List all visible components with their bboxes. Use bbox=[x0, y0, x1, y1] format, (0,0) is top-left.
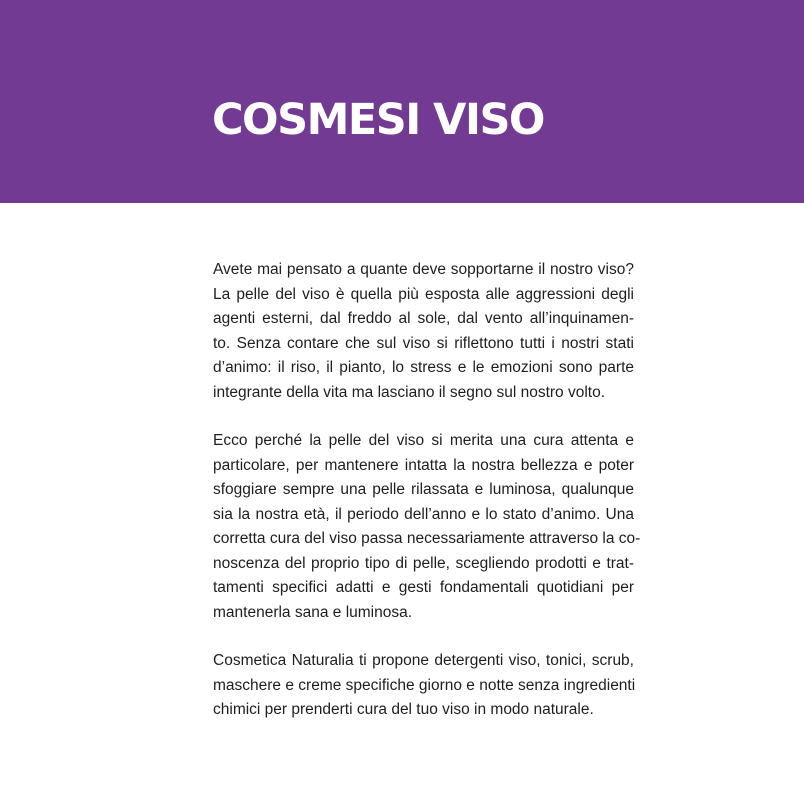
text-line: sia la nostra età, il periodo dell’anno e lo stato d’animo. Una bbox=[213, 505, 634, 523]
text-line: sfoggiare sempre una pelle rilassata e luminosa, qualunque bbox=[213, 481, 634, 498]
text-line: maschere e creme specifiche giorno e notte senza ingredienti bbox=[213, 676, 636, 694]
text-line: corretta cura del viso passa necessariamente attraverso la co- bbox=[213, 530, 641, 547]
text-line: Avete mai pensato a quante deve sopportarne il nostro viso? bbox=[213, 261, 634, 278]
body-text bbox=[213, 258, 641, 747]
text-line: La pelle del viso è quella più esposta alle aggressioni degli bbox=[213, 285, 634, 303]
text-line: to. Senza contare che sul viso si riflettono tutti i nostri stati bbox=[213, 334, 634, 352]
text-line: chimici per prenderti cura del tuo viso in modo naturale. bbox=[213, 701, 594, 718]
paragraph-intro bbox=[213, 258, 634, 405]
text-line: integrante della vita ma lasciano il segno sul nostro volto. bbox=[213, 383, 606, 401]
text-line: mantenerla sana e luminosa. bbox=[213, 603, 413, 621]
text-line: Ecco perché la pelle del viso si merita una cura attenta e bbox=[213, 432, 634, 449]
text-line: d’animo: il riso, il pianto, lo stress e le emozioni sono parte bbox=[213, 359, 634, 376]
header-band bbox=[0, 0, 804, 203]
paragraph-care bbox=[213, 429, 641, 625]
text-line: Cosmetica Naturalia ti propone detergenti viso, tonici, scrub, bbox=[213, 652, 634, 669]
text-line: agenti esterni, dal freddo al sole, dal vento all’inquinamen- bbox=[213, 310, 634, 327]
text-line: particolare, per mantenere intatta la nostra bellezza e poter bbox=[213, 456, 634, 474]
text-line: tamenti specifici adatti e gesti fondamentali quotidiani per bbox=[213, 579, 634, 596]
paragraph-products bbox=[213, 649, 634, 723]
page-title: COSMESI VISO bbox=[212, 95, 544, 145]
text-line: noscenza del proprio tipo di pelle, scegliendo prodotti e trat- bbox=[213, 554, 634, 572]
